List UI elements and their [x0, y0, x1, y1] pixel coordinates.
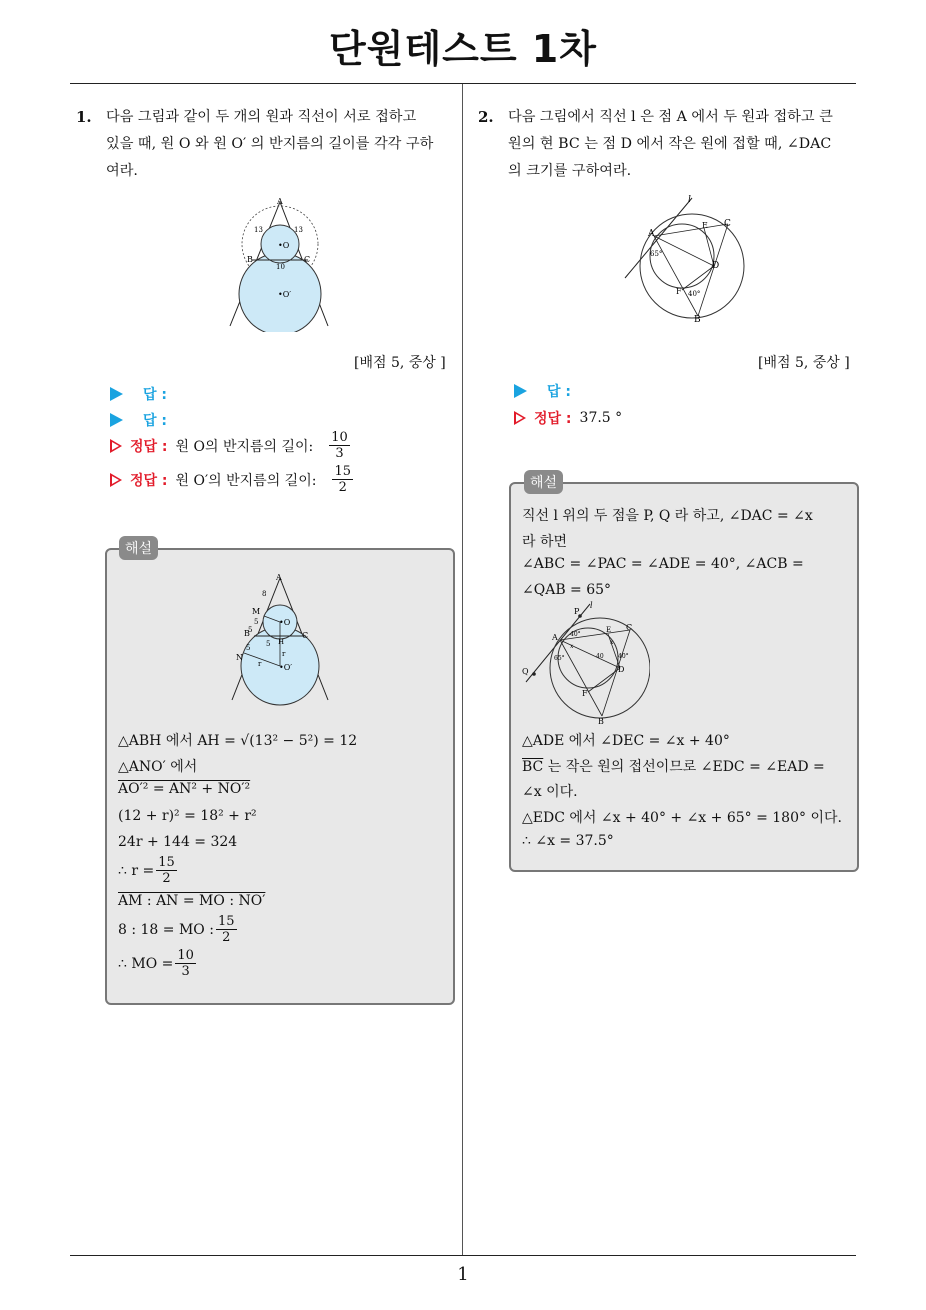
fraction-num: 10	[331, 430, 348, 445]
label-B: B	[598, 717, 604, 726]
label-B: B	[247, 255, 253, 264]
q2-answer-row	[514, 381, 571, 401]
label-5: 5	[248, 626, 253, 634]
correct-value: 37.5 °	[579, 410, 623, 426]
q1-correct-row	[110, 430, 352, 461]
solution-text: 는 작은 원의 접선이므로 ∠EDC = ∠EAD =	[543, 759, 825, 775]
play-icon	[110, 387, 123, 401]
label-C: C	[626, 623, 633, 632]
fraction-den: 2	[222, 930, 231, 945]
label-A: A	[648, 229, 655, 239]
play-icon	[514, 384, 527, 398]
fraction-den: 2	[338, 480, 347, 495]
answer-label: 답 :	[143, 413, 167, 429]
label-F: F	[582, 689, 588, 698]
label-13a: 13	[254, 226, 263, 234]
play-outline-icon	[110, 473, 122, 487]
label-F: F	[676, 287, 682, 296]
correct-text: 원 O의 반지름의 길이:	[175, 438, 314, 455]
page-title: 단원테스트 1차	[329, 27, 597, 71]
label-l: l	[590, 601, 593, 610]
label-D: D	[712, 261, 720, 271]
label-A: A	[277, 197, 283, 206]
label-E: E	[702, 221, 708, 230]
label-D: D	[618, 665, 625, 674]
top-rule	[70, 83, 856, 84]
q1-answer-row	[110, 384, 167, 404]
q1-solution-figure	[228, 570, 332, 706]
q2-text	[508, 104, 860, 185]
solution-text: ∴ r =	[118, 862, 155, 879]
q2-solution-figure	[518, 598, 650, 726]
label-E: E	[606, 626, 612, 634]
q2-number: 2.	[478, 108, 494, 126]
q2-correct-row	[514, 408, 622, 428]
fraction-den: 3	[335, 446, 344, 461]
label-O: •O	[278, 241, 290, 250]
q1-text	[106, 104, 456, 185]
label-N: N	[236, 653, 243, 662]
label-x: x	[610, 639, 614, 646]
play-outline-icon	[514, 411, 526, 425]
label-65: 65°	[554, 655, 565, 662]
solution-text: 8 : 18 = MO :	[118, 921, 214, 938]
answer-label: 답 :	[547, 384, 571, 400]
label-5: 5	[254, 618, 259, 626]
label-Q: Q	[522, 667, 529, 676]
q1-solution-tag: 해설	[119, 536, 158, 560]
solution-line: ∴ ∠x = 37.5°	[522, 833, 614, 849]
q1-text-line: 여라.	[106, 163, 138, 179]
solution-line: ∠QAB = 65°	[522, 582, 612, 598]
label-8: 8	[262, 590, 267, 598]
q1-text-line: 있을 때, 원 O 와 원 O′ 의 반지름의 길이를 각각 구하	[106, 136, 434, 152]
q2-text-line: 다음 그림에서 직선 l 은 점 A 에서 두 원과 접하고 큰	[508, 109, 833, 125]
label-A: A	[276, 573, 282, 582]
solution-line: △EDC 에서 ∠x + 40° + ∠x + 65° = 180° 이다.	[522, 810, 842, 826]
solution-line: 라 하면	[522, 534, 568, 550]
label-C: C	[302, 631, 309, 640]
correct-text: 원 O′의 반지름의 길이:	[175, 472, 317, 489]
solution-line: ∠x 이다.	[522, 784, 578, 800]
segment-bc: $\overline{BC}$	[522, 759, 544, 775]
solution-line: △ABH 에서 AH = √(13² − 5²) = 12	[118, 733, 358, 749]
q1-figure	[222, 196, 340, 332]
fraction	[216, 914, 237, 945]
q1-text-line: 다음 그림과 같이 두 개의 원과 직선이 서로 접하고	[106, 109, 417, 125]
label-O: •O	[279, 618, 291, 627]
q2-text-line: 원의 현 BC 는 점 D 에서 작은 원에 접할 때, ∠DAC	[508, 136, 832, 152]
fraction-num: 15	[158, 855, 175, 870]
solution-line: △ADE 에서 ∠DEC = ∠x + 40°	[522, 733, 730, 749]
fraction	[329, 430, 350, 461]
label-l: l	[688, 195, 691, 205]
solution-line	[118, 948, 198, 979]
label-O-prime: •O′	[278, 290, 292, 299]
play-icon	[110, 413, 123, 427]
label-C: C	[724, 219, 731, 229]
q2-meta: [배점 5, 중상 ]	[758, 355, 850, 371]
solution-line: 직선 l 위의 두 점을 P, Q 라 하고, ∠DAC = ∠x	[522, 508, 813, 524]
fraction	[332, 464, 353, 495]
label-40: 40°	[688, 290, 701, 298]
label-M: M	[252, 607, 261, 616]
label-40: 40°	[570, 631, 581, 638]
label-40: 40	[596, 653, 604, 660]
label-H: H	[278, 638, 285, 646]
q2-solution-tag: 해설	[524, 470, 563, 494]
label-r: r	[282, 650, 286, 658]
label-5: 5	[246, 644, 251, 652]
q2-text-line: 의 크기를 구하여라.	[508, 163, 632, 179]
fraction	[156, 855, 177, 886]
page-number: 1	[457, 1264, 469, 1285]
bottom-rule	[70, 1255, 856, 1256]
fraction-num: 15	[217, 914, 235, 929]
label-10: 10	[276, 263, 285, 271]
label-C: C	[304, 255, 311, 264]
solution-text: ∴ MO =	[118, 955, 174, 972]
solution-line: AM : AN = MO : NO′	[118, 893, 266, 909]
solution-line: AO′² = AN² + NO′²	[118, 781, 251, 797]
solution-line: ∠ABC = ∠PAC = ∠ADE = 40°, ∠ACB =	[522, 556, 804, 572]
solution-line	[118, 855, 179, 886]
label-13b: 13	[294, 226, 303, 234]
label-r: r	[258, 660, 262, 668]
label-5: 5	[266, 640, 271, 648]
solution-line: (12 + r)² = 18² + r²	[118, 808, 257, 824]
label-65: 65°	[650, 250, 663, 258]
q1-number: 1.	[76, 108, 92, 126]
solution-line: △ANO′ 에서	[118, 759, 198, 775]
fraction-num: 10	[177, 948, 194, 963]
correct-label: 정답 :	[130, 438, 168, 455]
answer-label: 답 :	[143, 387, 167, 403]
label-P: P	[574, 607, 580, 616]
fraction-num: 15	[334, 464, 351, 479]
label-A: A	[552, 633, 558, 642]
correct-label: 정답 :	[534, 411, 572, 427]
label-40: 40°	[618, 653, 629, 660]
solution-line: 24r + 144 = 324	[118, 834, 238, 850]
column-divider	[462, 84, 463, 1256]
label-B: B	[244, 629, 250, 638]
q2-figure	[620, 190, 750, 324]
solution-line	[522, 756, 825, 776]
label-O-prime: •O′	[279, 663, 293, 672]
fraction-den: 3	[181, 964, 190, 979]
label-x: x	[570, 643, 574, 650]
q1-answer-row	[110, 410, 167, 430]
fraction-den: 2	[162, 871, 171, 886]
solution-line	[118, 914, 239, 945]
q1-correct-row	[110, 464, 355, 495]
play-outline-icon	[110, 439, 122, 453]
correct-label: 정답 :	[130, 472, 168, 489]
fraction	[175, 948, 196, 979]
label-B: B	[694, 315, 701, 324]
q1-meta: [배점 5, 중상 ]	[354, 355, 446, 371]
